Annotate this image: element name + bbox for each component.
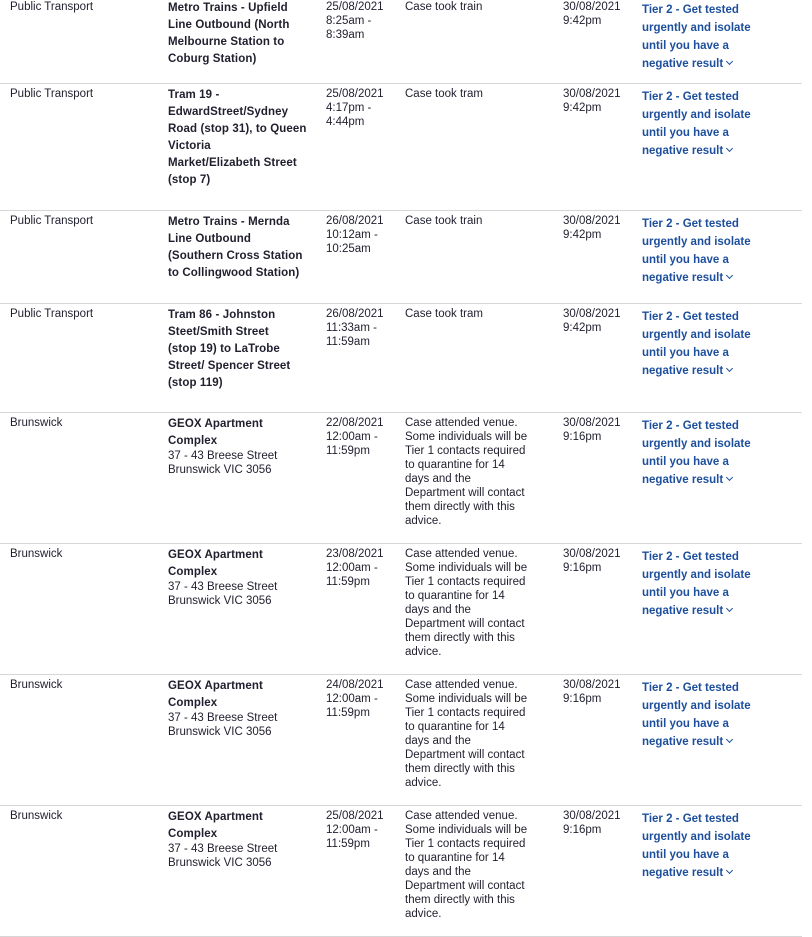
added-datetime-line: 9:16pm [563,693,602,705]
site-notes-line: to quarantine for 14 [405,590,505,602]
health-advice-text: Tier 2 - Get tested [642,311,739,323]
health-advice-text: urgently and isolate [642,22,751,34]
health-advice-line [642,344,782,362]
site-notes-line: them directly with this [405,894,515,906]
site-name-line: Line Outbound [168,233,252,245]
added-datetime [563,809,635,837]
site-name-line: GEOX Apartment [168,811,263,823]
chevron-down-icon[interactable] [726,867,733,874]
chevron-down-icon[interactable] [726,58,733,65]
site-notes-line: days and the [405,866,471,878]
site-name-line: (stop 19) to LaTrobe [168,343,280,355]
site-notes-line: Tier 1 contacts required [405,838,526,850]
site-name-line: to Collingwood Station) [168,267,300,279]
health-advice-line [642,308,782,326]
site-address-line: Brunswick VIC 3056 [168,595,272,607]
table-row [0,806,802,937]
site-address-line: 37 - 43 Breese Street [168,712,278,724]
site-address-line: Brunswick VIC 3056 [168,857,272,869]
site-notes-line: Some individuals will be [405,431,528,443]
added-datetime-line: 30/08/2021 [563,88,621,100]
site-address-line: 37 - 43 Breese Street [168,450,278,462]
exposure-period-line: 4:44pm [326,116,365,128]
health-advice-text: Tier 2 - Get tested [642,218,739,230]
added-datetime [563,547,635,575]
health-advice-text: Tier 2 - Get tested [642,4,739,16]
table-row [0,413,802,544]
exposure-period-line: 11:59pm [326,576,370,588]
health-advice-text: Tier 2 - Get tested [642,813,739,825]
health-advice-line [642,37,782,55]
health-advice-line [642,55,782,73]
site-notes-line: advice. [405,515,442,527]
table-row [0,304,802,413]
site-name-line: Line Outbound (North [168,19,290,31]
added-datetime [563,87,635,115]
health-advice-line [642,584,782,602]
exposure-period-line: 12:00am - [326,562,378,574]
health-advice-text: until you have a [642,127,729,139]
health-advice-text: urgently and isolate [642,438,751,450]
health-advice-line [642,810,782,828]
health-advice-text: negative result [642,272,724,284]
exposure-period-line: 24/08/2021 [326,679,384,691]
site-notes-line: Case attended venue. [405,679,518,691]
health-advice-text: urgently and isolate [642,329,751,341]
exposure-period [326,87,400,129]
health-advice-line [642,548,782,566]
health-advice-text: until you have a [642,254,729,266]
site-location [168,0,318,67]
site-name-line: Steet/Smith Street [168,326,269,338]
health-advice-text: until you have a [642,40,729,52]
site-notes-line: them directly with this [405,763,515,775]
site-notes [405,678,555,790]
exposure-period [326,809,400,851]
table-row [0,0,802,84]
site-notes [405,307,555,321]
health-advice-text: Tier 2 - Get tested [642,420,739,432]
health-advice-line [642,846,782,864]
health-advice-toggle[interactable] [642,810,782,882]
site-name-line: GEOX Apartment [168,680,263,692]
exposure-period [326,547,400,589]
exposure-period [326,307,400,349]
site-notes-line: Tier 1 contacts required [405,707,526,719]
health-advice-text: urgently and isolate [642,109,751,121]
exposure-period-line: 25/08/2021 [326,88,384,100]
health-advice-text: until you have a [642,456,729,468]
site-name-line: Market/Elizabeth Street [168,157,297,169]
site-notes-line: Department will contact [405,618,525,630]
exposure-period-line: 11:59am [326,336,370,348]
site-notes-line: Tier 1 contacts required [405,576,526,588]
added-datetime-line: 9:42pm [563,322,602,334]
site-notes-line: advice. [405,646,442,658]
chevron-down-icon[interactable] [726,605,733,612]
added-datetime-line: 9:16pm [563,431,602,443]
site-notes-line: Some individuals will be [405,562,528,574]
exposure-period-line: 11:59pm [326,445,370,457]
added-datetime-line: 9:42pm [563,15,602,27]
chevron-down-icon[interactable] [726,736,733,743]
site-notes [405,416,555,528]
chevron-down-icon[interactable] [726,145,733,152]
site-address-line: Brunswick VIC 3056 [168,464,272,476]
health-advice-line [642,864,782,882]
site-suburb: Brunswick [10,810,63,822]
site-notes-line: advice. [405,908,442,920]
exposure-period [326,214,400,256]
added-datetime [563,0,635,28]
health-advice-text: negative result [642,365,724,377]
health-advice-line [642,566,782,584]
exposure-period-line: 23/08/2021 [326,548,384,560]
health-advice-line [642,326,782,344]
health-advice-text: negative result [642,474,724,486]
health-advice-line [642,19,782,37]
site-notes-line: Case attended venue. [405,810,518,822]
added-datetime-line: 9:16pm [563,562,602,574]
health-advice-text: urgently and isolate [642,700,751,712]
site-location [168,214,318,281]
health-advice-toggle[interactable] [642,308,782,380]
exposure-period-line: 11:59pm [326,707,370,719]
site-notes-line: Case took train [405,215,483,227]
site-location [168,809,318,870]
added-datetime-line: 9:42pm [563,102,602,114]
health-advice-line [642,88,782,106]
added-datetime [563,307,635,335]
table-row [0,211,802,304]
health-advice-text: urgently and isolate [642,236,751,248]
site-notes [405,809,555,921]
health-advice-line [642,733,782,751]
site-suburb: Public Transport [10,1,94,13]
health-advice-text: negative result [642,867,724,879]
site-notes-line: Department will contact [405,880,525,892]
site-notes-line: Case attended venue. [405,417,518,429]
site-name-line: Tram 19 - [168,89,220,101]
site-location [168,307,318,391]
site-notes-line: Tier 1 contacts required [405,445,526,457]
health-advice-line [642,233,782,251]
health-advice-line [642,142,782,160]
health-advice-line [642,124,782,142]
exposure-period-line: 25/08/2021 [326,1,384,13]
health-advice-text: negative result [642,58,724,70]
health-advice-line [642,362,782,380]
added-datetime-line: 30/08/2021 [563,810,621,822]
site-location [168,547,318,608]
exposure-period-line: 11:59pm [326,838,370,850]
health-advice-text: urgently and isolate [642,569,751,581]
site-suburb: Public Transport [10,215,94,227]
site-name-line: Complex [168,435,218,447]
added-datetime-line: 30/08/2021 [563,548,621,560]
health-advice-line [642,453,782,471]
site-location [168,678,318,739]
site-notes-line: Department will contact [405,749,525,761]
health-advice-line [642,435,782,453]
site-suburb: Public Transport [10,88,94,100]
health-advice-text: until you have a [642,718,729,730]
site-notes-line: Case took train [405,1,483,13]
health-advice-line [642,679,782,697]
site-suburb: Public Transport [10,308,94,320]
site-name-line: Victoria [168,140,211,152]
site-location [168,416,318,477]
health-advice-text: Tier 2 - Get tested [642,551,739,563]
chevron-down-icon[interactable] [726,474,733,481]
health-advice-toggle[interactable] [642,679,782,751]
site-name-line: Complex [168,697,218,709]
exposure-period-line: 8:25am - [326,15,372,27]
health-advice-line [642,715,782,733]
site-name-line: Street/ Spencer Street [168,360,291,372]
added-datetime-line: 30/08/2021 [563,308,621,320]
site-notes-line: days and the [405,473,471,485]
site-notes-line: advice. [405,777,442,789]
health-advice-text: negative result [642,736,724,748]
health-advice-toggle[interactable] [642,417,782,489]
table-row [0,84,802,211]
site-name-line: GEOX Apartment [168,418,263,430]
exposure-period-line: 26/08/2021 [326,308,384,320]
health-advice-toggle[interactable] [642,88,782,160]
chevron-down-icon[interactable] [726,365,733,372]
site-address-line: Brunswick VIC 3056 [168,726,272,738]
site-address-line: 37 - 43 Breese Street [168,581,278,593]
added-datetime-line: 30/08/2021 [563,417,621,429]
site-suburb: Brunswick [10,548,63,560]
health-advice-line [642,828,782,846]
exposure-period-line: 12:00am - [326,824,378,836]
site-notes-line: Case took tram [405,308,483,320]
health-advice-text: until you have a [642,347,729,359]
health-advice-line [642,602,782,620]
site-notes-line: Case attended venue. [405,548,518,560]
added-datetime-line: 9:16pm [563,824,602,836]
added-datetime-line: 30/08/2021 [563,215,621,227]
exposure-period-line: 12:00am - [326,431,378,443]
exposure-period [326,678,400,720]
site-name-line: Coburg Station) [168,53,257,65]
site-notes [405,0,555,14]
site-notes-line: days and the [405,735,471,747]
exposure-period-line: 8:39am [326,29,365,41]
site-notes [405,87,555,101]
exposure-period-line: 11:33am - [326,322,377,334]
exposure-period-line: 10:25am [326,243,371,255]
health-advice-text: until you have a [642,587,729,599]
health-advice-text: negative result [642,605,724,617]
site-notes-line: them directly with this [405,501,515,513]
site-name-line: Metro Trains - Upfield [168,2,288,14]
site-notes-line: them directly with this [405,632,515,644]
added-datetime-line: 30/08/2021 [563,679,621,691]
site-notes-line: Some individuals will be [405,693,528,705]
health-advice-line [642,417,782,435]
site-notes-line: to quarantine for 14 [405,459,505,471]
exposure-period-line: 4:17pm - [326,102,372,114]
site-name-line: (stop 7) [168,174,211,186]
site-name-line: Tram 86 - Johnston [168,309,276,321]
site-address-line: 37 - 43 Breese Street [168,843,278,855]
health-advice-toggle[interactable] [642,1,782,73]
site-name-line: EdwardStreet/Sydney [168,106,289,118]
health-advice-line [642,215,782,233]
site-notes [405,547,555,659]
site-notes-line: Some individuals will be [405,824,528,836]
site-notes-line: Department will contact [405,487,525,499]
site-name-line: Complex [168,566,218,578]
exposure-period [326,416,400,458]
site-notes-line: to quarantine for 14 [405,852,505,864]
health-advice-text: until you have a [642,849,729,861]
health-advice-line [642,106,782,124]
site-name-line: Road (stop 31), to Queen [168,123,307,135]
site-notes-line: Case took tram [405,88,483,100]
exposure-period-line: 25/08/2021 [326,810,384,822]
health-advice-toggle[interactable] [642,215,782,287]
exposure-period [326,0,400,42]
site-location [168,87,318,188]
exposure-period-line: 22/08/2021 [326,417,384,429]
health-advice-line [642,251,782,269]
health-advice-line [642,1,782,19]
site-name-line: (stop 119) [168,377,223,389]
health-advice-text: urgently and isolate [642,831,751,843]
table-row [0,544,802,675]
health-advice-line [642,697,782,715]
health-advice-text: negative result [642,145,724,157]
table-row [0,675,802,806]
site-notes-line: days and the [405,604,471,616]
site-name-line: Metro Trains - Mernda [168,216,290,228]
exposure-period-line: 12:00am - [326,693,378,705]
added-datetime-line: 9:42pm [563,229,602,241]
added-datetime [563,678,635,706]
health-advice-line [642,471,782,489]
health-advice-toggle[interactable] [642,548,782,620]
site-name-line: Complex [168,828,218,840]
added-datetime [563,214,635,242]
site-notes [405,214,555,228]
site-name-line: (Southern Cross Station [168,250,303,262]
added-datetime [563,416,635,444]
added-datetime-line: 30/08/2021 [563,1,621,13]
site-suburb: Brunswick [10,679,63,691]
site-notes-line: to quarantine for 14 [405,721,505,733]
health-advice-line [642,269,782,287]
site-name-line: GEOX Apartment [168,549,263,561]
site-name-line: Melbourne Station to [168,36,285,48]
health-advice-text: Tier 2 - Get tested [642,91,739,103]
exposure-period-line: 10:12am - [326,229,378,241]
exposure-period-line: 26/08/2021 [326,215,384,227]
health-advice-text: Tier 2 - Get tested [642,682,739,694]
site-suburb: Brunswick [10,417,63,429]
chevron-down-icon[interactable] [726,272,733,279]
